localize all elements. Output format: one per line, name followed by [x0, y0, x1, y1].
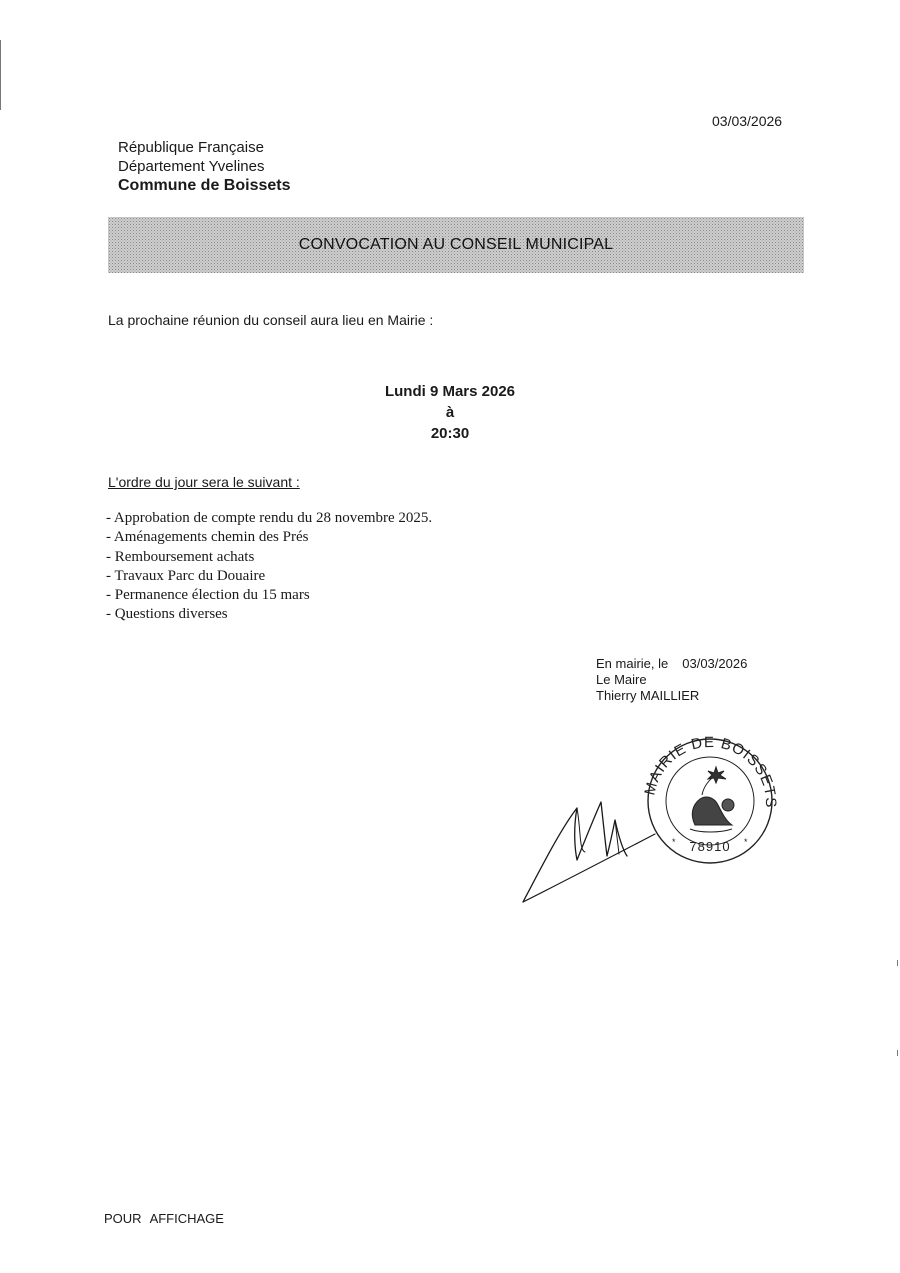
signature-date: 03/03/2026	[682, 656, 748, 671]
mairie-seal	[640, 735, 780, 865]
intro-text: La prochaine réunion du conseil aura lieu en Mairie :	[108, 312, 434, 328]
agenda-item: - Approbation de compte rendu du 28 novembre 2025.	[106, 510, 433, 526]
agenda-list	[106, 509, 432, 625]
place-prefix: En mairie, le	[596, 656, 669, 671]
agenda-item: - Remboursement achats	[106, 548, 255, 565]
scan-mark	[897, 960, 898, 966]
scan-mark	[897, 1050, 898, 1056]
agenda-item: - Travaux Parc du Douaire	[106, 567, 266, 584]
meeting-datetime	[300, 381, 600, 444]
seal-star-icon: *	[672, 837, 676, 847]
agenda-item: - Permanence élection du 15 mars	[106, 587, 310, 604]
signatory-role: Le Maire	[596, 672, 647, 687]
meeting-a: à	[445, 404, 455, 421]
footer-word-1: POUR	[104, 1211, 142, 1226]
document-date: 03/03/2026	[712, 113, 783, 129]
scan-mark	[0, 40, 1, 110]
footer-word-2: AFFICHAGE	[149, 1211, 224, 1226]
signature-block	[596, 656, 747, 704]
commune-name: Commune de Boissets	[118, 177, 291, 194]
meeting-day: Lundi 9 Mars 2026	[384, 383, 516, 400]
seal-postcode: 78910	[689, 839, 731, 854]
agenda-item: - Aménagements chemin des Prés	[106, 529, 309, 546]
department-line: Département Yvelines	[118, 158, 265, 175]
seal-top-text: MAIRIE DE BOISSETS	[641, 735, 780, 809]
signatory-name: Thierry MAILLIER	[596, 688, 700, 703]
seal-star-icon: *	[744, 837, 748, 847]
agenda-title: L'ordre du jour sera le suivant :	[108, 474, 300, 490]
republic-line: République Française	[118, 139, 264, 156]
letterhead	[118, 138, 290, 195]
agenda-item: - Questions diverses	[106, 606, 228, 623]
meeting-time: 20:30	[430, 425, 470, 442]
footer-label	[104, 1211, 224, 1226]
liberty-figure-icon	[690, 767, 734, 832]
title-banner	[108, 217, 804, 273]
document-title: CONVOCATION AU CONSEIL MUNICIPAL	[298, 236, 614, 253]
